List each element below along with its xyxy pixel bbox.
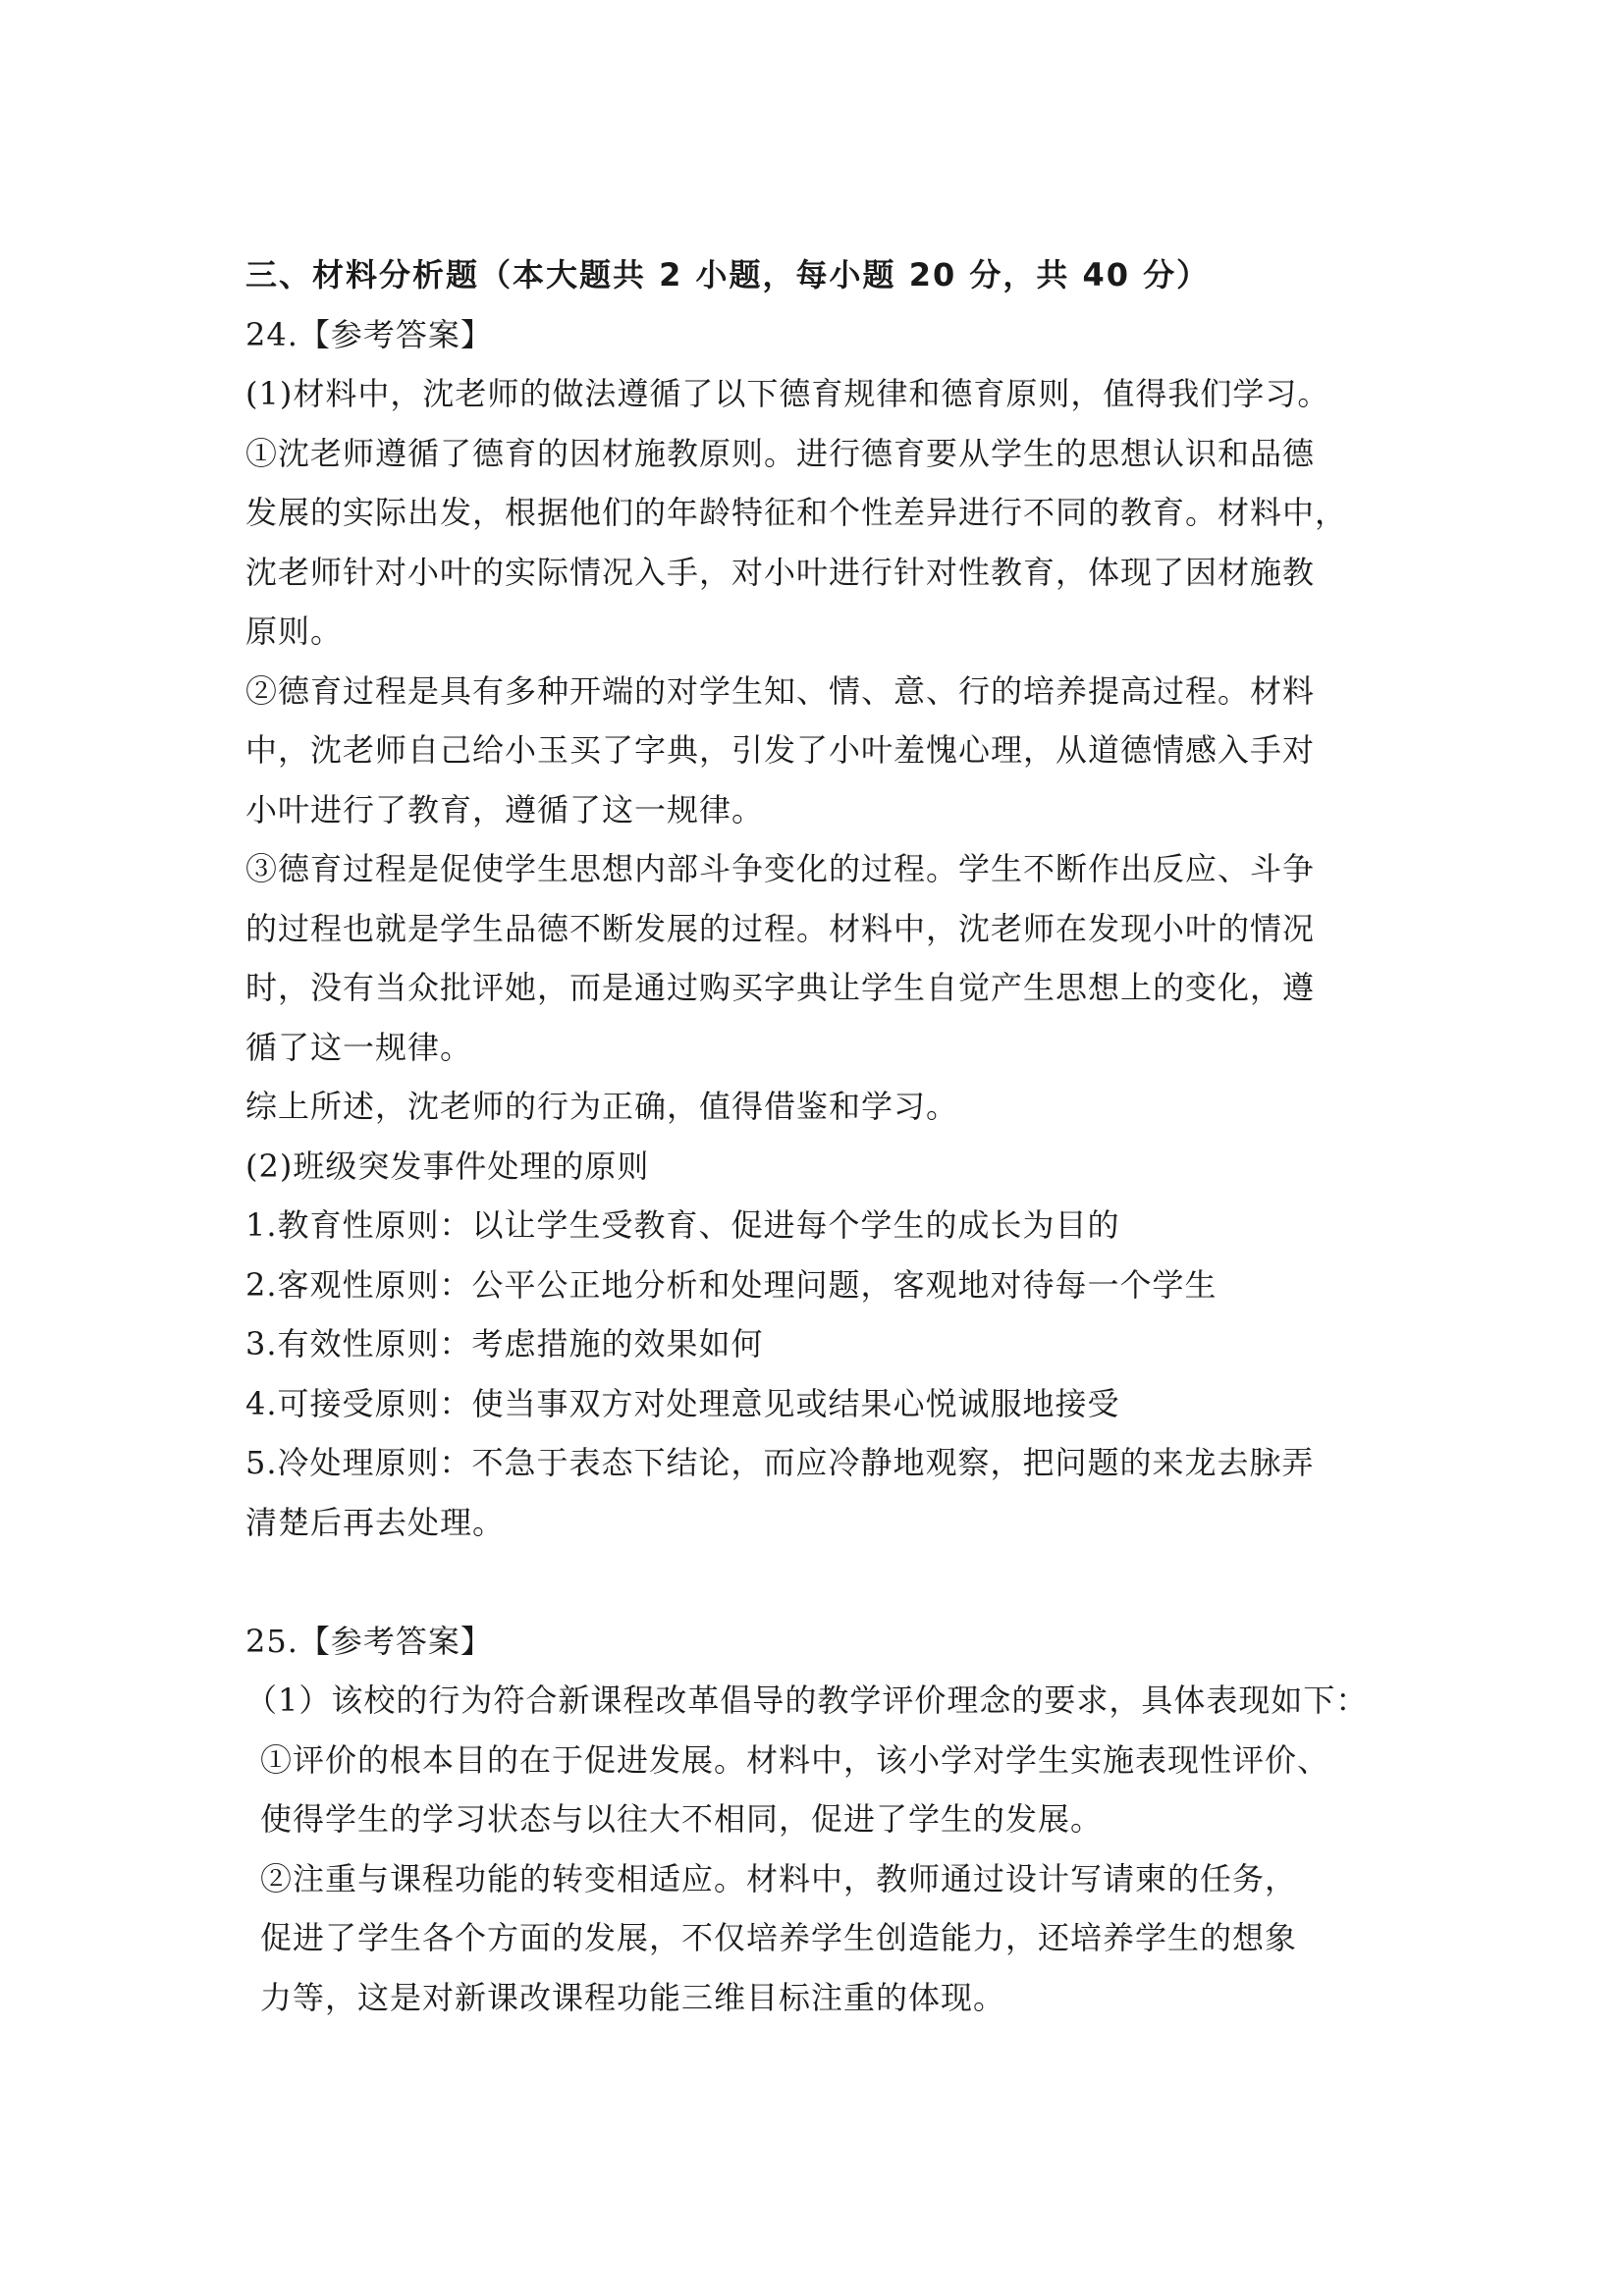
- answer-24-line: 4.可接受原则：使当事双方对处理意见或结果心悦诚服地接受: [245, 1384, 1120, 1422]
- answer-24-line: ③德育过程是促使学生思想内部斗争变化的过程。学生不断作出反应、斗争: [245, 850, 1316, 887]
- answer-24-label: 24.【参考答案】: [245, 315, 493, 353]
- answer-24-line: (1)材料中，沈老师的做法遵循了以下德育规律和德育原则，值得我们学习。: [245, 375, 1330, 412]
- answer-24-line: 沈老师针对小叶的实际情况入手，对小叶进行针对性教育，体现了因材施教: [245, 553, 1316, 591]
- answer-25-line: 使得学生的学习状态与以往大不相同，促进了学生的发展。: [260, 1800, 1104, 1838]
- answer-24: [245, 305, 1404, 1553]
- answer-25-line: 促进了学生各个方面的发展，不仅培养学生创造能力，还培养学生的想象: [260, 1919, 1298, 1956]
- answer-25-line: 力等，这是对新课改课程功能三维目标注重的体现。: [260, 1978, 1006, 2016]
- answer-24-line: 综上所述，沈老师的行为正确，值得借鉴和学习。: [245, 1088, 959, 1125]
- answer-25-line: （1）该校的行为符合新课程改革倡导的教学评价理念的要求，具体表现如下：: [245, 1682, 1369, 1719]
- blank-spacer: [245, 1552, 1404, 1612]
- answer-25: [245, 1612, 1404, 2028]
- answer-24-line: ②德育过程是具有多种开端的对学生知、情、意、行的培养提高过程。材料: [245, 671, 1316, 710]
- answer-24-line: (2)班级突发事件处理的原则: [245, 1147, 650, 1185]
- answer-25-label: 25.【参考答案】: [245, 1622, 493, 1660]
- answer-24-line: 时，没有当众批评她，而是通过购买字典让学生自觉产生思想上的变化，遵: [245, 969, 1316, 1006]
- answer-24-line: 中，沈老师自己给小玉买了字典，引发了小叶羞愧心理，从道德情感入手对: [245, 731, 1316, 769]
- answer-24-line: 1.教育性原则：以让学生受教育、促进每个学生的成长为目的: [245, 1206, 1120, 1244]
- answer-24-line: 发展的实际出发，根据他们的年龄特征和个性差异进行不同的教育。材料中，: [245, 494, 1348, 531]
- answer-24-line: 5.冷处理原则：不急于表态下结论，而应冷静地观察，把问题的来龙去脉弄: [245, 1444, 1315, 1481]
- answer-24-line: 清楚后再去处理。: [245, 1503, 506, 1541]
- answer-24-line: 的过程也就是学生品德不断发展的过程。材料中，沈老师在发现小叶的情况: [245, 909, 1316, 947]
- answer-24-line: 循了这一规律。: [245, 1028, 473, 1066]
- answer-24-line: 2.客观性原则：公平公正地分析和处理问题，客观地对待每一个学生: [245, 1265, 1218, 1304]
- answer-24-line: 小叶进行了教育，遵循了这一规律。: [245, 790, 765, 828]
- answer-24-line: 3.有效性原则：考虑措施的效果如何: [245, 1325, 764, 1362]
- section-heading: 三、材料分析题（本大题共 2 小题，每小题 20 分，共 40 分）: [245, 256, 1211, 294]
- answer-25-line: ②注重与课程功能的转变相适应。材料中，教师通过设计写请柬的任务，: [260, 1859, 1298, 1897]
- answer-25-line: ①评价的根本目的在于促进发展。材料中，该小学对学生实施表现性评价、: [260, 1740, 1330, 1779]
- answer-24-line: 原则。: [245, 613, 344, 650]
- answer-24-line: ①沈老师遵循了德育的因材施教原则。进行德育要从学生的思想认识和品德: [245, 434, 1316, 472]
- document-page: [245, 245, 1404, 2027]
